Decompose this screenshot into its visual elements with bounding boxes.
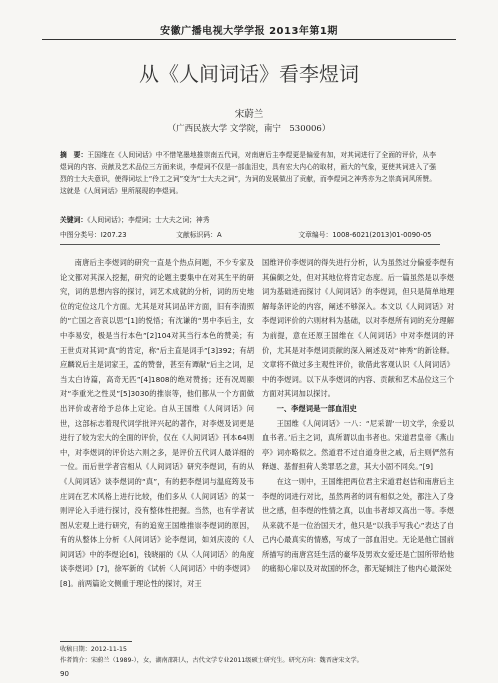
keywords [60, 214, 436, 224]
article-number: 文章编号：1008-6021(2013)01-0090-05 [298, 231, 432, 239]
body-paragraph: 南唐后主李煜词的研究一直是个热点问题，不少专家及论文都对其深入挖掘，研究的论题主要集中在对其生平的研究，词的思想内容的探讨，词艺术成就的分析，词的历史地位的定位这几个方面。尤其是对其词品评方面，旧有李清照的“亡国之音哀以思”[1]的悦悟；有沈谦的“男中李后主，女中李易安，极是当行本色”[2]104对其当行本色的赞美；有王世贞对其词“真”的肯定，称“后主直是词手”[3]392；有胡应麟说后主是词家王，孟的赞誉，甚至有谭献“后主之词，足当太白诗篇，高奇无匹”[4]1808的绝对赞扬；还有况周颐对“李重光之性灵”[5]3030的推崇等，他们都从一个方面做出评价或者给予总体上定论。自从王国维《人间词话》问世，这部标志着现代词学批评兴起的著作，对李煜及词更是进行了较为宏大的全面的评价，仅在《人间词话》刊本64则中，对李煜词的评价达六则之多，是评价五代词人最详细的一位。而后世学者宫相从《人间词话》研究李煜词，有的从《人间词话》谈李煜词的“真”，有的把李煜词与温庭筠及韦庄词在艺术风格上进行比较，他们多从《人间词话》的某一则评论入手进行探讨，没有整体性把握。当然，也有学者试图从宏观上进行研究，有的追宽王国维推崇李煜词的原因，有的从整体上分析《人间词话》论李煜词，如刘庆凌的《人间词话》中的李煜论[6]，钱晓丽的《从〈人间词话〉的角度谈李煜词》[7]，徐军新的《试析〈人间词话〉中的李煜词》[8]。前两篇论文侧重于理论性的探讨，对王 [60, 258, 254, 589]
article-title: 从《人间词话》看李煜词 [139, 62, 359, 86]
received-date: 收稿日期：2012-11-15 [60, 646, 127, 653]
classification-meta [60, 229, 460, 239]
abstract-text: 王国维在《人间词话》中不惜笔墨地推崇南五代词，对南唐后主李煜更是偏爱有加，对其词进行了全面的评价，从李煜词的内容、贡献及艺术品位三方面来说，李煜词不仅是一部血泪史，具有宏大内心的取材，画大的气象，更使其词进入了强烈的士大夫意识，使得词坛上“伶工之词”变为“士大夫之词”，为词的发展做出了贡献，而李煜词之神秀亦为之崇高词风所赞。这就是《人间词话》里所展现的李煜词。 [60, 151, 437, 195]
body-paragraph: 在这一则中，王国维把两位君主宋道君赵佶和南唐后主李煜的词进行对比，虽然两者的词有相似之处，都注入了身世之感，但李煜的性情之真，以血书者却又高出一等。李煜从来就不是一位治国天才，他只是“以我手写我心”表达了自己内心最真实的情感，写成了一部血泪史。无论是他亡国前所描写的南唐宫廷生活的豪华及男欢女爱还是亡国所带给他的痛彻心扉以及对故国的怀念，都无疑倾注了他内心最深处 [262, 476, 454, 574]
body-paragraph: 国维评价李煜词的得失进行分析，认为虽然过分偏爱李煜有其偏颇之处，但对其地位将肯定态度。后一篇虽然是以李煜词为基础进而探讨《人间词话》的李煜词，但只是简单地理解每条评论的内容，阐述不够深入。本文以《人间词话》对李煜词评价的六则材料为基础，以对李煜所有词的充分理解为前提，意在还原王国维在《人间词话》中对李煜词的评价，尤其是对李煜词贡献的深入阐述及对“神秀”的新诠释。文章将不做过多主观性评价，欲借此客观认识《人间词话》中的李煜词。以下从李煜词的内容、贡献和艺术品位这三个方面对其词加以探讨。 [262, 258, 454, 399]
body-left-column [60, 256, 254, 592]
keywords-label: 关键词： [60, 216, 88, 224]
abstract [60, 149, 436, 197]
abstract-rule [60, 244, 440, 245]
abstract-label: 摘 要： [60, 151, 88, 159]
clc-number: 中图分类号：I207.23 [60, 231, 127, 239]
body-right-column [262, 256, 454, 577]
keywords-text: 《人间词话》；李煜词；士大夫之词；神秀 [87, 216, 210, 224]
footnote-rule [60, 641, 132, 642]
author-name: 宋蔚兰 [234, 109, 264, 120]
author-bio: 作者简介：宋蔚兰（1989-），女，湖南邵阳人，古代文学专业2011级硕士研究生。研究方向：魏晋唐宋文学。 [60, 657, 363, 664]
page-number: 90 [60, 670, 69, 678]
author-affiliation: （广西民族大学 文学院，南宁 530006） [167, 124, 331, 134]
header-rule [42, 39, 456, 40]
journal-header: 安徽广播电视大学学报 2013年第1期 [160, 26, 338, 37]
section-heading: 一、李煜词是一部血泪史 [276, 403, 357, 413]
body-paragraph: 王国维《人间词话》一八：“尼采谓‘一切文学，余爱以血书者。’后主之词，真所谓以血书者也。宋道君皇帝《燕山亭》词亦略似之。然道君不过自道身世之戚，后主则俨然有释迦、基督担荷人类罪恶之意，其大小固不同矣。”[9] [262, 418, 454, 472]
document-code: 文献标识码：A [176, 231, 222, 239]
